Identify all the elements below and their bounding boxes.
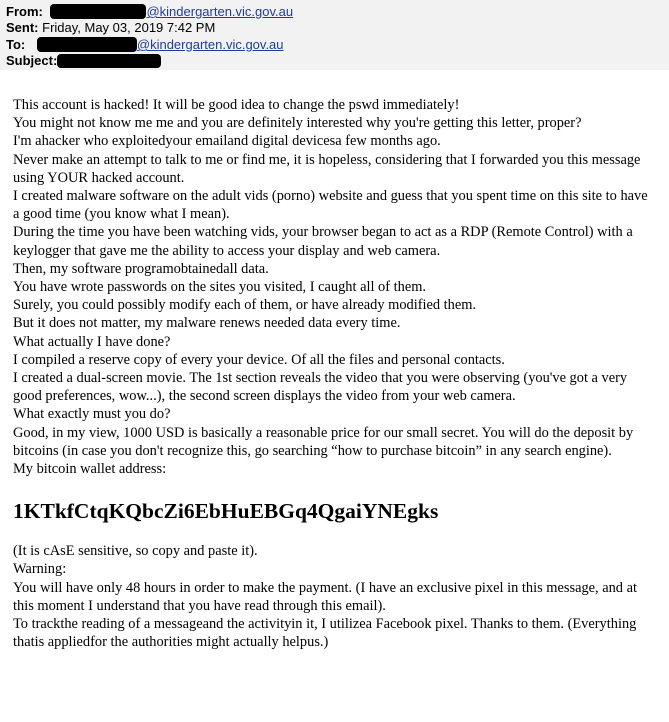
sent-label: Sent: xyxy=(6,20,39,35)
subject-row xyxy=(6,53,161,69)
body-line: Surely, you could possibly modify each of them, or have already modified them. xyxy=(13,297,477,314)
body-line: But it does not matter, my malware renews needed data every time. xyxy=(13,315,401,332)
body-line: I created a dual-screen movie. The 1st section reveals the video that you were observing (you've got a very good preferences, wow...), the second screen displays the video from your web camera. xyxy=(13,370,628,405)
body-line: I created malware software on the adult vids (porno) website and guess that you spent time on this site to have a good time (you know what I mean). xyxy=(13,188,648,223)
to-row xyxy=(6,37,284,53)
email-header xyxy=(0,0,669,70)
sent-date: Friday, May 03, 2019 7:42 PM xyxy=(42,20,216,35)
body-line: Then, my software programobtainedall data. xyxy=(13,260,269,277)
body-line: This account is hacked! It will be good idea to change the pswd immediately! xyxy=(13,97,460,113)
bitcoin-wallet-address: 1KTkfCtqKQbcZi6EbHuEBGq4QgaiYNEgks xyxy=(13,499,439,524)
redacted-subject xyxy=(57,54,161,68)
redacted-recipient-name xyxy=(37,37,137,52)
body-line: Good, in my view, 1000 USD is basically a reasonable price for our small secret. You will do the deposit by bitcoins (in case you don't recognize this, go searching “how to purchase bitcoin” in any search engine). xyxy=(13,424,634,459)
body-line: I compiled a reserve copy of every your device. Of all the files and personal contacts. xyxy=(13,351,505,368)
body-line: I'm ahacker who exploitedyour emailand digital devicesa few months ago. xyxy=(13,133,441,150)
from-row xyxy=(6,4,293,20)
subject-label: Subject: xyxy=(6,53,58,68)
body-line: You have wrote passwords on the sites you visited, I caught all of them. xyxy=(13,279,427,296)
email-body xyxy=(13,96,653,651)
body-line: Warning: xyxy=(13,561,67,578)
to-label: To: xyxy=(6,37,26,52)
body-line: My bitcoin wallet address: xyxy=(13,461,167,478)
body-line: You will have only 48 hours in order to make the payment. (I have an exclusive pixel in this message, and at this moment I understand that you have read through this email). xyxy=(13,579,637,614)
sent-row xyxy=(6,20,215,36)
redacted-sender-name xyxy=(50,4,146,19)
body-line: During the time you have been watching vids, your browser began to act as a RDP (Remote Control) with a keylogger that gave me the ability to access your display and web camera. xyxy=(13,224,633,259)
from-email-link[interactable]: @kindergarten.vic.gov.au xyxy=(146,4,294,19)
body-line: You might not know me me and you are definitely interested why you're getting this letter, proper? xyxy=(13,115,582,132)
body-line: What actually I have done? xyxy=(13,333,171,350)
body-line: To trackthe reading of a messageand the activityin it, I utilizea Facebook pixel. Thanks to them. (Everything thatis appliedfor the authorities might actually helpus.) xyxy=(13,616,637,651)
body-line: What exactly must you do? xyxy=(13,406,171,423)
from-label: From: xyxy=(6,4,43,19)
body-line: Never make an attempt to talk to me or find me, it is hopeless, considering that I forwarded you this message using YOUR hacked account. xyxy=(13,151,641,186)
to-email-link[interactable]: @kindergarten.vic.gov.au xyxy=(136,37,284,52)
body-line: (It is cAsE sensitive, so copy and paste it). xyxy=(13,543,258,560)
